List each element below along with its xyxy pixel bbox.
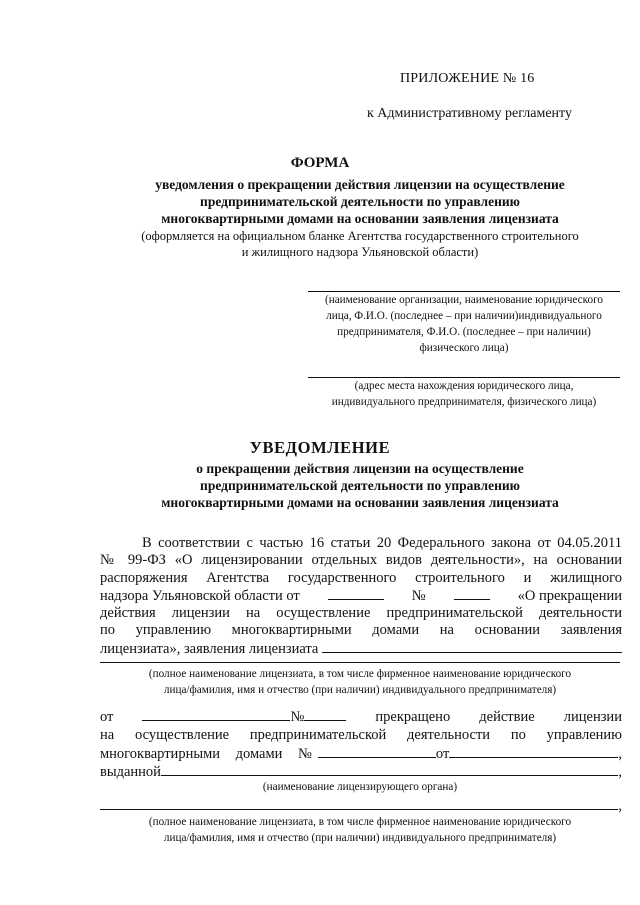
license-date-field[interactable]: [449, 745, 618, 758]
number-sign: №: [411, 587, 426, 604]
notice-title: УВЕДОМЛЕНИЕ: [249, 438, 391, 457]
appendix-label: ПРИЛОЖЕНИЕ № 16: [400, 71, 535, 86]
licensee-name-field[interactable]: [322, 640, 622, 653]
form-subtitle-line: предпринимательской деятельности по управлению: [200, 194, 520, 209]
hint-line: (полное наименование лицензиата, в том числе фирменное наименование юридического: [148, 816, 572, 828]
form-subtitle: [100, 176, 620, 227]
body-line: [100, 640, 622, 658]
form-note: [100, 228, 620, 260]
body-text: лицензиата», заявления лицензиата: [100, 640, 319, 657]
license-row-1: [100, 708, 622, 726]
license-row-5: [100, 797, 622, 815]
recipient-address-hint: [302, 378, 626, 410]
notice-subtitle: [100, 460, 620, 511]
body-text: «О прекращении: [517, 587, 622, 604]
body-line: действия лицензии на осуществление предпринимательской деятельности: [100, 605, 622, 622]
body-text: В соответствии с частью 16 статьи 20 Федерального закона от 04.05.2011: [142, 535, 622, 551]
hint-line: предпринимателя, Ф.И.О. (последнее – при наличии): [337, 326, 591, 338]
hint-line: лица, Ф.И.О. (последнее – при наличии)индивидуального: [326, 310, 602, 322]
license-row-3: [100, 745, 622, 763]
license-number-field[interactable]: [318, 745, 436, 758]
body-text: прекращено: [375, 709, 451, 725]
hint-line: лица/фамилия, имя и отчество (при наличии) индивидуального предпринимателя): [163, 832, 557, 844]
regulation-reference: к Административному регламенту: [367, 106, 572, 121]
from-label: от: [435, 746, 450, 762]
notice-subtitle-line: о прекращении действия лицензии на осуществление: [196, 461, 524, 476]
form-note-line: (оформляется на официальном бланке Агентства государственного строительного: [141, 229, 579, 243]
body-text: лицензии: [563, 709, 622, 725]
licensee-name-hint: [100, 666, 620, 698]
order-date-field[interactable]: [328, 587, 384, 600]
hint-line: физического лица): [419, 342, 509, 354]
recipient-name-hint: [302, 292, 626, 356]
application-date-field[interactable]: [142, 708, 290, 721]
licensee-full-name-field-2[interactable]: [100, 797, 618, 810]
comma: ,: [618, 746, 622, 762]
hint-line: индивидуального предпринимателя, физического лица): [331, 396, 597, 408]
body-line: по управлению многоквартирными домами на основании заявления: [100, 622, 622, 639]
license-ref-group: [142, 708, 346, 726]
comma: ,: [618, 798, 622, 814]
issuer-hint: (наименование лицензирующего органа): [262, 781, 458, 793]
body-line: [100, 535, 622, 552]
hint-line: (полное наименование лицензиата, в том числе фирменное наименование юридического: [148, 668, 572, 680]
form-subtitle-line: многоквартирными домами на основании заявления лицензиата: [161, 211, 559, 226]
from-label: от: [100, 709, 114, 725]
license-row-2: на осуществление предпринимательской деятельности по управлению: [100, 727, 622, 743]
comma: ,: [618, 764, 622, 780]
body-line: распоряжения Агентства государственного строительного и жилищного: [100, 569, 622, 586]
order-number-field[interactable]: [454, 587, 490, 600]
body-line: [100, 587, 622, 605]
body-text: надзора Ульяновской области от: [100, 587, 300, 604]
form-title: ФОРМА: [290, 155, 350, 171]
issuer-field[interactable]: [161, 763, 618, 776]
form-subtitle-line: уведомления о прекращении действия лицензии на осуществление: [155, 177, 565, 192]
licensee-name-hint-2: [100, 814, 620, 846]
issued-label: выданной: [100, 764, 161, 780]
body-text: многоквартирными домами №: [100, 746, 312, 762]
notice-body-paragraph: [100, 535, 622, 658]
notice-subtitle-line: предпринимательской деятельности по управлению: [200, 478, 520, 493]
hint-line: (наименование организации, наименование юридического: [324, 294, 603, 306]
body-text: действие: [479, 709, 535, 725]
application-number-field[interactable]: [304, 708, 346, 721]
form-note-line: и жилищного надзора Ульяновской области): [241, 245, 479, 259]
number-sign: №: [290, 709, 305, 725]
hint-line: лица/фамилия, имя и отчество (при наличии) индивидуального предпринимателя): [163, 684, 557, 696]
hint-line: (адрес места нахождения юридического лица,: [354, 380, 574, 392]
body-line: № 99-ФЗ «О лицензировании отдельных видов деятельности», на основании: [100, 552, 622, 569]
notice-subtitle-line: многоквартирными домами на основании заявления лицензиата: [161, 495, 559, 510]
licensee-full-name-line[interactable]: [100, 662, 620, 663]
